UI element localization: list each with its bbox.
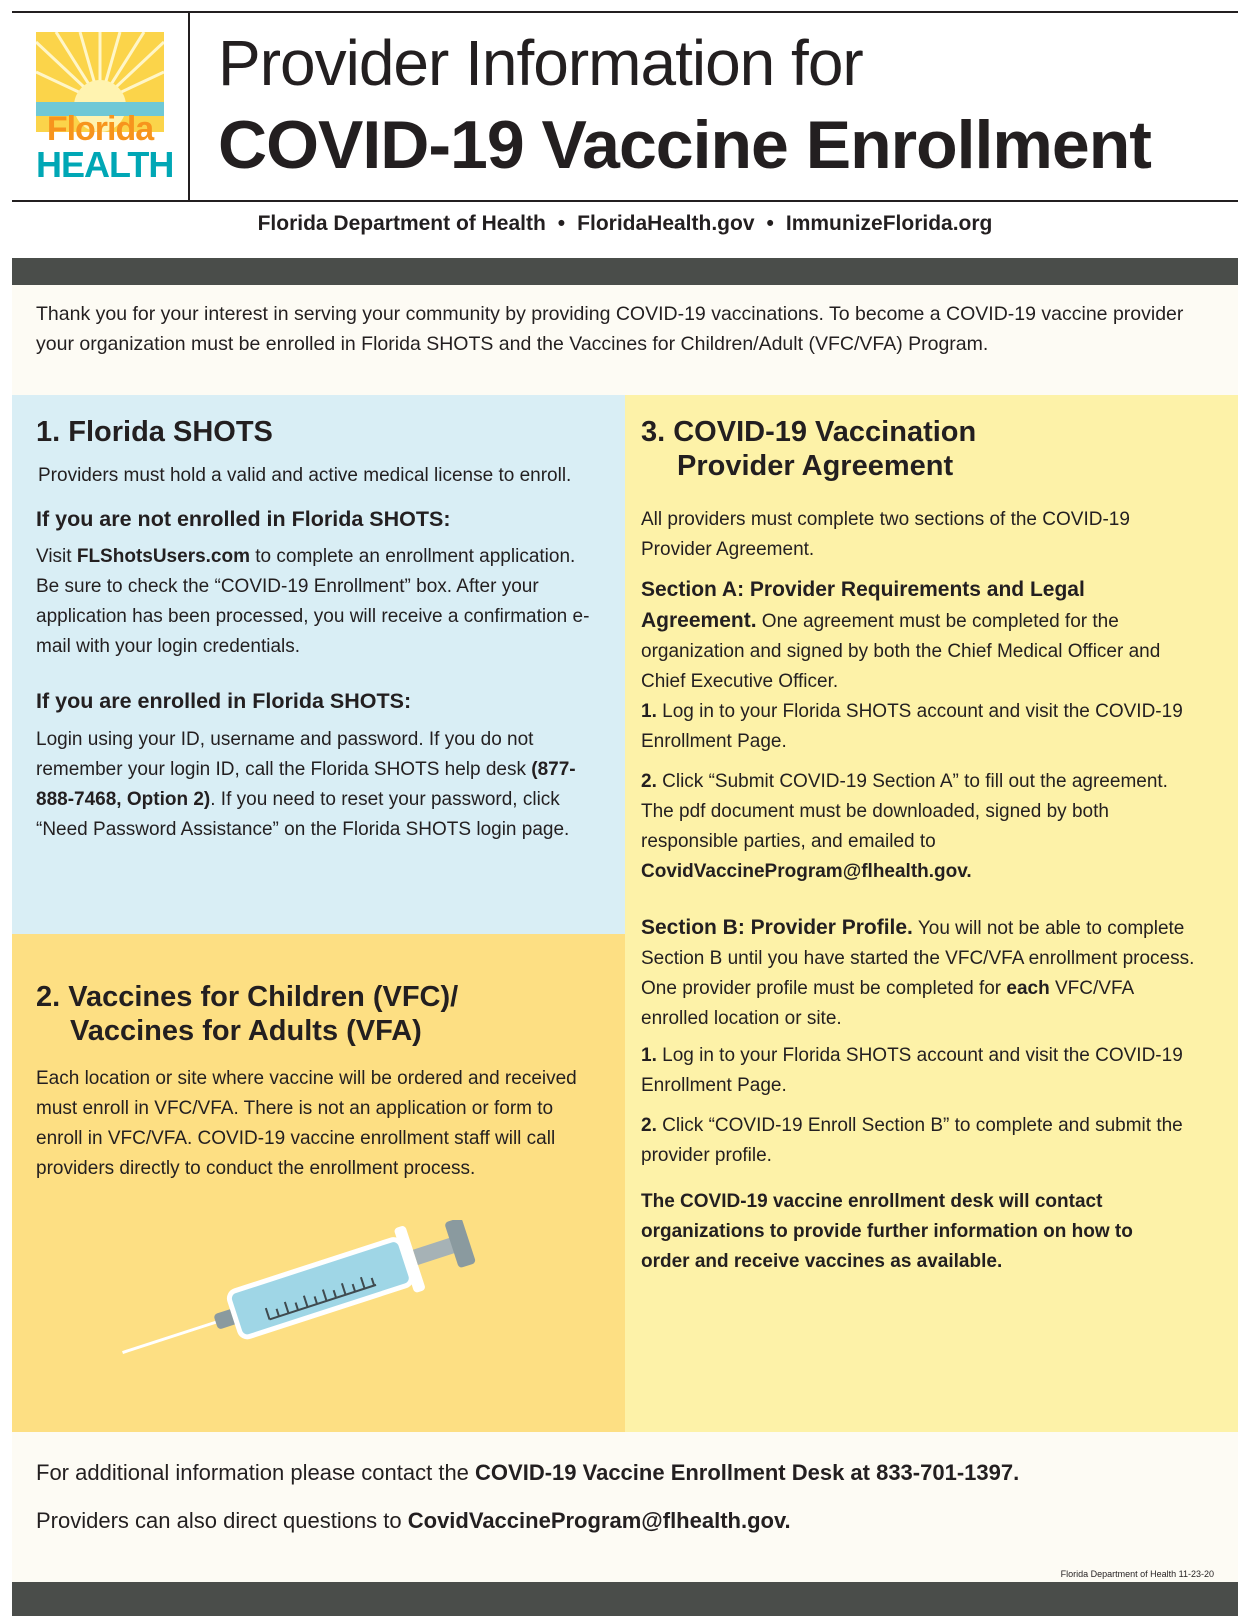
- section1-heading: 1. Florida SHOTS: [36, 416, 273, 448]
- section-b-body-post: VFC/VFA enrolled location or site.: [641, 978, 1134, 1029]
- section-b-step2: [641, 1111, 1201, 1171]
- enrollment-desk-phone: COVID-19 Vaccine Enrollment Desk at 833-701-1397.: [475, 1460, 1020, 1485]
- section-a-step2: [641, 767, 1201, 887]
- enrolled-text-post: . If you need to reset your password, click “Need Password Assistance” on the Florida SHOTS login page.: [36, 789, 570, 840]
- footer-line2-pre: Providers can also direct questions to: [36, 1508, 408, 1533]
- website-link-floridahealth[interactable]: FloridaHealth.gov: [577, 212, 755, 235]
- enrolled-text-pre: Login using your ID, username and password. If you do not remember your login ID, call the Florida SHOTS help desk: [36, 729, 534, 780]
- footer-line1: [36, 1460, 1019, 1486]
- org-name: Florida Department of Health: [257, 212, 546, 235]
- page-title-line1: Provider Information for: [218, 27, 863, 99]
- section3-heading-line2: Provider Agreement: [677, 450, 954, 482]
- step-number: 2.: [641, 1115, 657, 1136]
- footer-email-link[interactable]: CovidVaccineProgram@flhealth.gov.: [407, 1508, 791, 1533]
- section-b-body-pre: You will not be able to complete Section B until you have started the VFC/VFA enrollment process. One provider profile must be completed for: [641, 918, 1195, 999]
- bottom-band: [12, 1582, 1238, 1616]
- section2-heading-line1: 2. Vaccines for Children (VFC)/: [36, 981, 459, 1013]
- logo-word-health: HEALTH: [36, 144, 174, 185]
- not-enrolled-text-pre: Visit: [36, 546, 77, 567]
- section-provider-agreement: [625, 395, 1238, 1432]
- enrolled-heading: If you are enrolled in Florida SHOTS:: [36, 689, 412, 713]
- section2-heading-line2: Vaccines for Adults (VFA): [70, 1015, 422, 1047]
- header-bottom-rule: [12, 200, 1238, 202]
- separator-dot: •: [557, 212, 566, 235]
- section3-closing: The COVID-19 vaccine enrollment desk will contact organizations to provide further information on how to order and receive vaccines as available.: [641, 1191, 1133, 1272]
- section-a-step1: [641, 697, 1201, 757]
- section1-note: Providers must hold a valid and active medical license to enroll.: [38, 465, 572, 486]
- not-enrolled-text: [36, 542, 596, 662]
- step-text: Log in to your Florida SHOTS account and visit the COVID-19 Enrollment Page.: [641, 1045, 1183, 1096]
- emphasis-each: each: [1006, 978, 1050, 999]
- step-number: 2.: [641, 771, 657, 792]
- footer-line1-pre: For additional information please contact the: [36, 1460, 476, 1485]
- separator-dot: •: [766, 212, 774, 235]
- syringe-icon: [102, 1220, 502, 1360]
- section-b-text: [641, 913, 1201, 1034]
- step-number: 1.: [641, 701, 657, 722]
- intro-text: Thank you for your interest in serving your community by providing COVID-19 vaccinations. To become a COVID-19 vaccine provider your organization must be enrolled in Florida SHOTS and the Vaccines for Children/Adult (VFC/VFA) Program.: [36, 303, 1184, 355]
- header-divider: [188, 11, 190, 201]
- website-link-immunizeflorida[interactable]: ImmunizeFlorida.org: [785, 212, 993, 235]
- section-a-text: [641, 575, 1201, 697]
- step-number: 1.: [641, 1045, 657, 1066]
- flshotsusers-link[interactable]: FLShotsUsers.com: [76, 546, 250, 567]
- page-title-line2: COVID-19 Vaccine Enrollment: [218, 107, 1151, 183]
- section-a-heading: Section A: Provider Requirements and Legal Agreement.: [641, 578, 1085, 632]
- florida-health-logo: [36, 32, 174, 185]
- section-b-heading: Section B: Provider Profile.: [641, 916, 913, 939]
- document-credit: Florida Department of Health 11-23-20: [1060, 1569, 1214, 1579]
- top-band: [12, 258, 1238, 285]
- section-florida-shots: [12, 395, 625, 934]
- program-email-link[interactable]: CovidVaccineProgram@flhealth.gov.: [641, 861, 972, 882]
- step-text: Click “Submit COVID-19 Section A” to fill out the agreement. The pdf document must be downloaded, signed by both responsible parties, and emailed to: [641, 771, 1168, 852]
- contact-footer: [12, 1432, 1238, 1582]
- footer-line2: [36, 1508, 791, 1534]
- not-enrolled-text-post: to complete an enrollment application. Be sure to check the “COVID-19 Enrollment” box. After your application has been processed, you will receive a confirmation e-mail with your login credentials.: [36, 546, 590, 657]
- section-vfc-vfa: [12, 934, 625, 1432]
- step-text: Click “COVID-19 Enroll Section B” to complete and submit the provider profile.: [641, 1115, 1183, 1166]
- logo-word-florida: Florida: [46, 110, 154, 148]
- enrolled-text: [36, 725, 596, 845]
- step-text: Log in to your Florida SHOTS account and visit the COVID-19 Enrollment Page.: [641, 701, 1183, 752]
- section3-heading-line1: 3. COVID-19 Vaccination: [641, 416, 977, 448]
- not-enrolled-heading: If you are not enrolled in Florida SHOTS:: [36, 507, 451, 531]
- header-subline: [0, 212, 1250, 236]
- section3-intro: All providers must complete two sections of the COVID-19 Provider Agreement.: [641, 509, 1130, 560]
- section-a-body: One agreement must be completed for the organization and signed by both the Chief Medical Officer and Chief Executive Officer.: [641, 611, 1161, 692]
- section2-body: Each location or site where vaccine will be ordered and received must enroll in VFC/VFA. There is not an application or form to enroll in VFC/VFA. COVID-19 vaccine enrollment staff will call providers directly to conduct the enrollment process.: [36, 1068, 577, 1179]
- intro-section: [12, 285, 1238, 395]
- help-desk-phone: (877-888-7468, Option 2): [36, 759, 576, 810]
- top-rule: [12, 11, 1238, 13]
- section-b-step1: [641, 1041, 1201, 1101]
